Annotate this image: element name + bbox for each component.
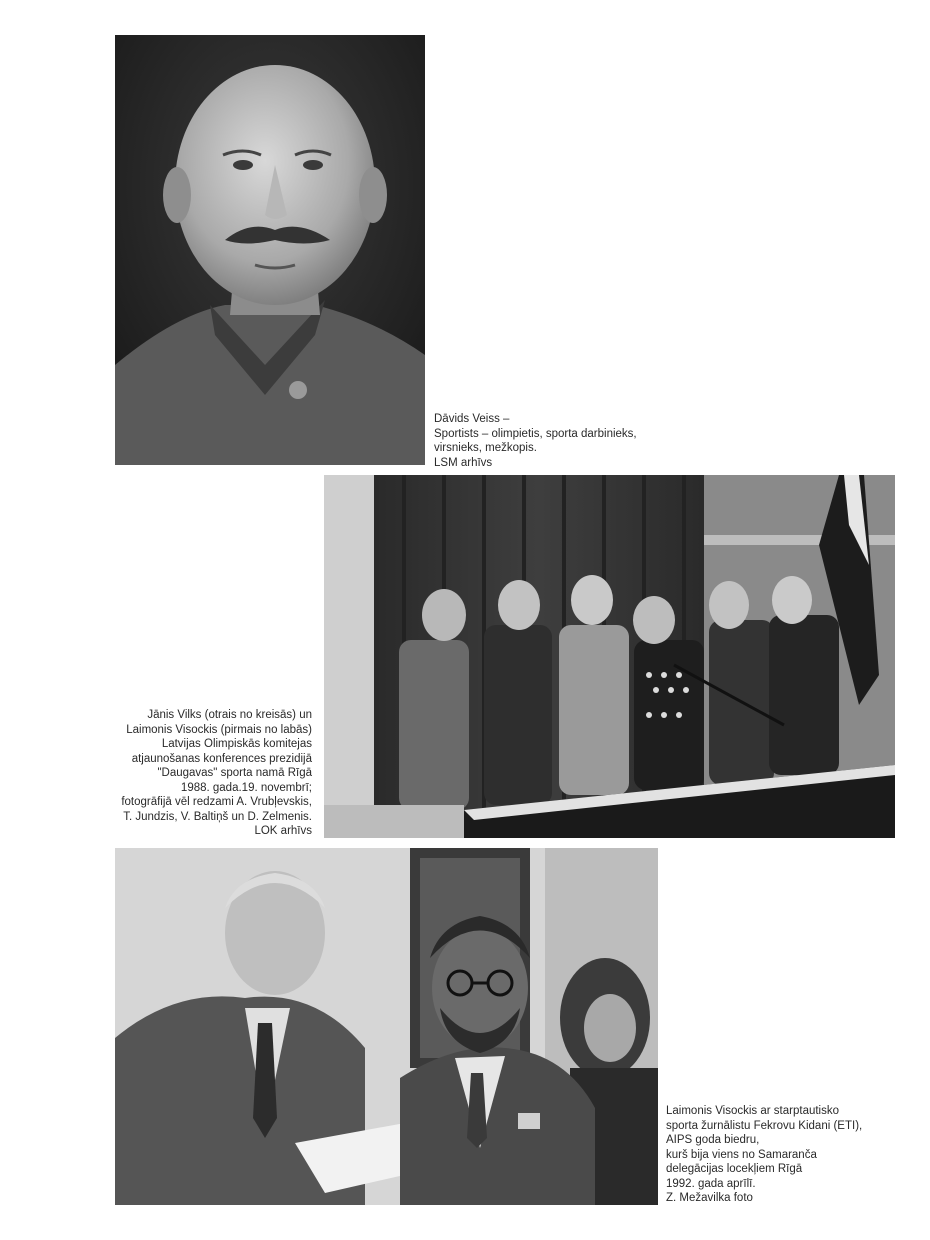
caption-line: fotogrāfijā vēl redzami A. Vrubļevskis, [121,796,312,808]
caption-line: atjaunošanas konferences prezidijā [131,752,312,765]
caption-line: virsnieks, mežkopis. [434,442,537,454]
caption-line: Z. Mežavilka foto [666,1192,753,1204]
caption-line: Sportists – olimpietis, sporta darbinieks, [434,427,637,440]
caption-line: 1988. gada.19. novembrī; [180,781,312,794]
caption-line: Laimonis Visockis ar starptautisko [666,1105,839,1117]
caption-line: "Daugavas" sporta namā Rīgā [157,767,312,779]
caption-line: T. Jundzis, V. Baltiņš un D. Zelmenis. [123,810,312,823]
caption-line: Laimonis Visockis (pirmais no labās) [126,723,312,736]
portrait-photo [115,35,425,465]
caption-line: kurš bija viens no Samaranča [666,1148,817,1161]
portrait-caption [434,412,637,470]
caption-line: 1992. gada aprīlī. [666,1177,756,1190]
meeting-image [115,848,658,1205]
caption-line: delegācijas locekļiem Rīgā [666,1163,803,1175]
caption-line: Latvijas Olimpiskās komitejas [161,738,312,750]
conference-caption [60,708,312,839]
caption-line: LSM arhīvs [434,456,493,469]
meeting-photo [115,848,658,1205]
caption-line: sporta žurnālistu Fekrovu Kidani (ETI), [666,1119,863,1132]
conference-photo [324,475,895,838]
meeting-caption [666,1104,862,1206]
caption-line: AIPS goda biedru, [666,1134,760,1146]
conference-image [324,475,895,838]
caption-line: LOK arhīvs [254,825,312,837]
caption-line: Dāvids Veiss – [434,413,510,425]
portrait-image [115,35,425,465]
caption-line: Jānis Vilks (otrais no kreisās) un [147,709,312,721]
